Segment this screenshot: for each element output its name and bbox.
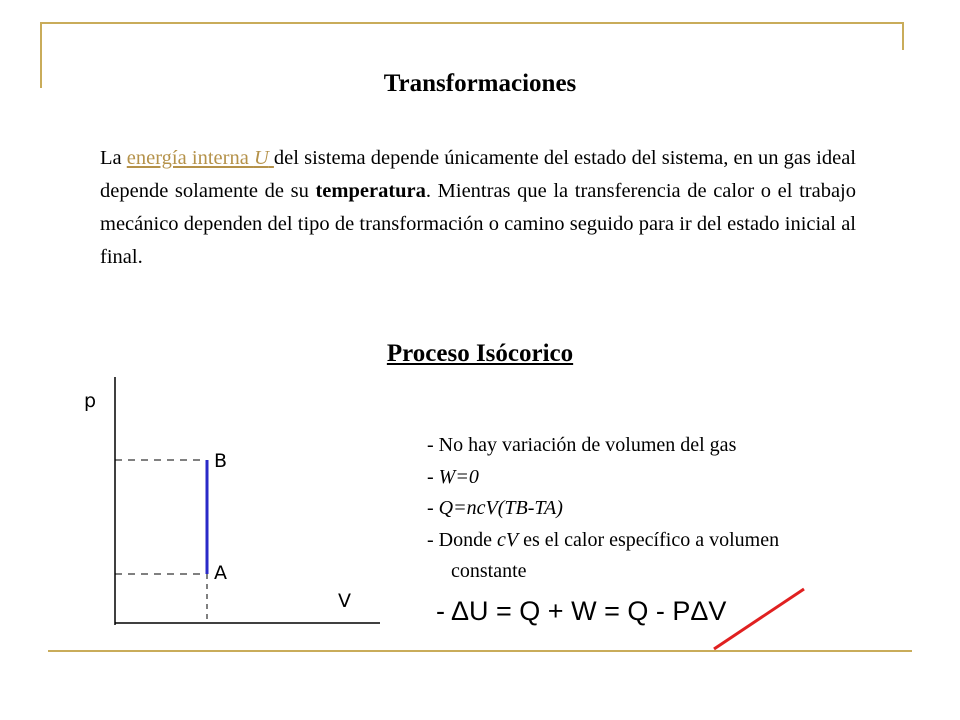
bullet-cv-continuation: constante	[451, 560, 527, 582]
link-var[interactable]: U	[253, 147, 269, 169]
bullet-cv-suffix: es el calor específico a volumen	[518, 528, 780, 551]
bullet-work	[427, 462, 779, 494]
bullet-cv	[427, 525, 779, 557]
bullet-heat	[427, 493, 779, 525]
first-law-formula: - ΔU = Q + W = Q - PΔV	[436, 596, 727, 626]
bullet-work-prefix: -	[427, 465, 439, 488]
process-subtitle: Proceso Isócorico	[386, 340, 574, 367]
link-text[interactable]: energía interna	[126, 147, 254, 169]
y-axis-label: p	[84, 390, 97, 412]
x-axis-label: V	[338, 590, 351, 612]
bullet-list	[427, 430, 779, 588]
bullet-cv-var: cV	[496, 528, 519, 551]
frame-right-line	[902, 22, 904, 50]
strike-through-mark	[700, 585, 810, 655]
para-suffix-1: del sistema depende únicamente del estado del sistema, en un gas ideal depende solamente de su	[100, 147, 856, 202]
para-prefix: La	[100, 147, 127, 169]
pv-diagram	[80, 375, 380, 625]
point-a-label: A	[214, 562, 227, 584]
para-bold-word: temperatura	[315, 180, 426, 202]
bullet-cv-prefix: - Donde	[427, 528, 497, 551]
bullet-heat-prefix: -	[427, 497, 439, 519]
point-b-label: B	[214, 450, 228, 472]
intro-paragraph	[100, 142, 856, 274]
frame-top-line	[40, 22, 904, 24]
bullet-work-text: W=0	[438, 465, 479, 488]
red-strike-line	[714, 589, 804, 649]
bullet-volume: - No hay variación de volumen del gas	[427, 434, 737, 456]
energia-interna-link[interactable]	[127, 147, 274, 169]
bullet-heat-text: Q=ncV(TB-TA)	[438, 497, 563, 519]
para-suffix-2: . Mientras que la transferencia de calor o el trabajo mecánico dependen del tipo de transformación o camino seguido para ir del estado inicial al final.	[100, 180, 856, 268]
slide-title: Transformaciones	[383, 70, 577, 97]
